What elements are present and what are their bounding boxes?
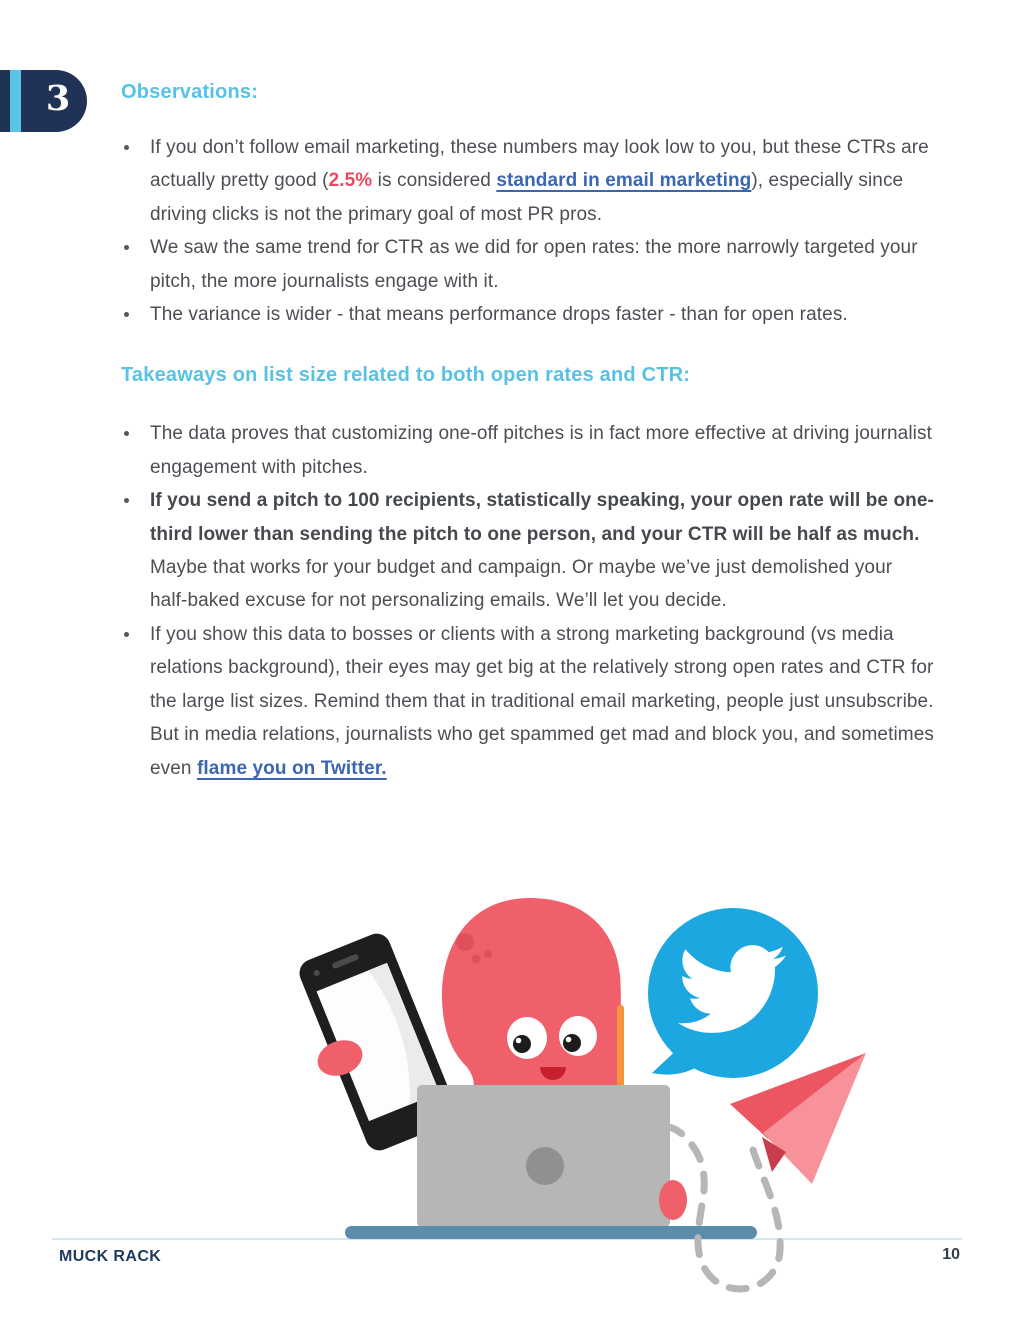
twitter-speech-bubble-icon bbox=[648, 908, 818, 1078]
section-number-badge bbox=[0, 70, 87, 132]
takeaways-list bbox=[121, 417, 934, 784]
bullet-item: If you send a pitch to 100 recipients, statistically speaking, your open rate will be one-third lower than sending the pitch to one person, and your CTR will be half as much. Maybe that works for your budget and campaign. Or maybe we’ve just demolished your half-baked excuse for not personalizing emails. We’ll let you decide. bbox=[121, 484, 934, 618]
octopus-character bbox=[442, 898, 624, 1087]
flame-you-on-twitter-link[interactable]: flame you on Twitter. bbox=[196, 757, 387, 779]
page-content bbox=[121, 82, 934, 785]
bold-statistic-text: If you send a pitch to 100 recipients, statistically speaking, your open rate will be one-third lower than sending the pitch to one person, and your CTR will be half as much. bbox=[150, 490, 934, 545]
bullet-item: If you show this data to bosses or clients with a strong marketing background (vs media relations background), their eyes may get big at the relatively strong open rates and CTR for the large list sizes. Remind them that in traditional email marketing, people just unsubscribe. But in media relations, journalists who get spammed get mad and block you, and sometimes even flame you on Twitter. bbox=[121, 618, 934, 785]
bullet-item: We saw the same trend for CTR as we did for open rates: the more narrowly targeted your pitch, the more journalists engage with it. bbox=[121, 231, 934, 298]
bullet-item: The data proves that customizing one-off pitches is in fact more effective at driving journalist engagement with pitches. bbox=[121, 417, 934, 484]
page-number: 10 bbox=[942, 1246, 960, 1263]
pencil-sliver bbox=[617, 1005, 624, 1087]
muckrack-logo: MUCK RACK bbox=[59, 1248, 162, 1265]
section-number: 3 bbox=[45, 78, 71, 119]
octopus-tentacle-tip bbox=[659, 1180, 687, 1220]
octopus-twitter-illustration bbox=[280, 895, 920, 1315]
standard-in-email-marketing-link[interactable]: standard in email marketing bbox=[496, 170, 752, 192]
bullet-item: If you don’t follow email marketing, these numbers may look low to you, but these CTRs are actually pretty good (2.5% is considered standard in email marketing), especially since driving clicks is not the primary goal of most PR pros. bbox=[121, 131, 934, 231]
badge-accent-stripe bbox=[10, 70, 21, 132]
highlight-2-5-percent: 2.5% bbox=[328, 170, 373, 192]
laptop-icon bbox=[417, 1085, 670, 1227]
observations-list bbox=[121, 131, 934, 331]
takeaways-heading: Takeaways on list size related to both open rates and CTR: bbox=[121, 364, 691, 387]
bullet-item: The variance is wider - that means performance drops faster - than for open rates. bbox=[121, 298, 934, 331]
observations-heading: Observations: bbox=[121, 81, 259, 103]
